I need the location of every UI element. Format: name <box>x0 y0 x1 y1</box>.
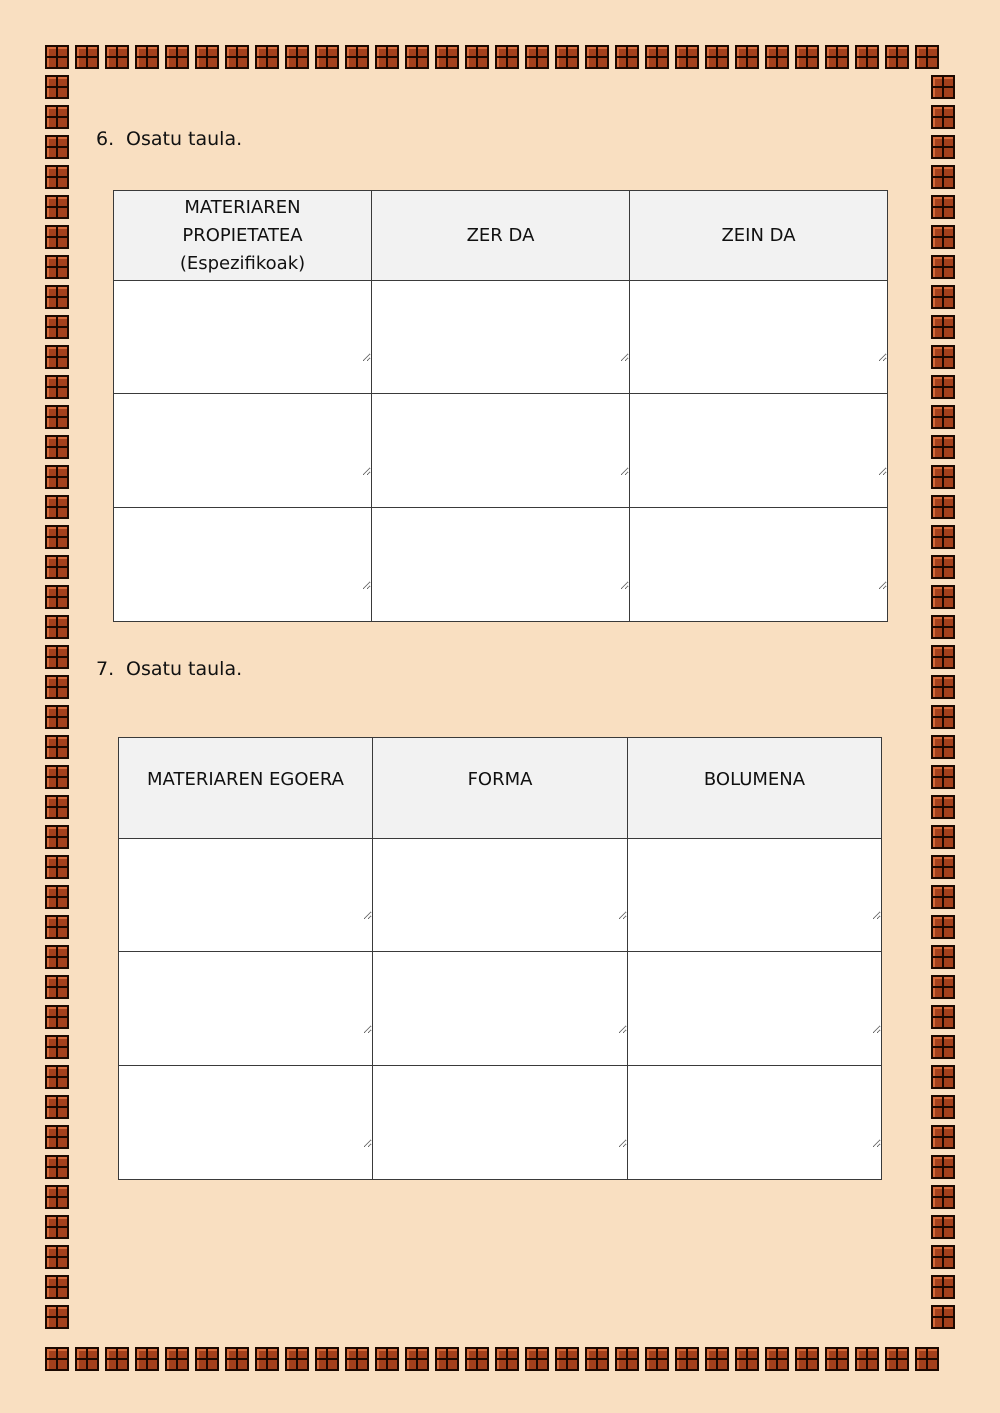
brick-box-icon <box>525 45 549 69</box>
brick-box-icon <box>931 1185 955 1209</box>
answer-cell[interactable] <box>373 952 628 1066</box>
brick-box-icon <box>585 1347 609 1371</box>
header-zein-da: ZEIN DA <box>630 191 888 281</box>
brick-box-icon <box>195 45 219 69</box>
decorative-border-top <box>42 42 942 72</box>
answer-cell[interactable] <box>114 281 372 394</box>
brick-box-icon <box>765 45 789 69</box>
brick-box-icon <box>45 765 69 789</box>
brick-box-icon <box>255 1347 279 1371</box>
brick-box-icon <box>931 1065 955 1089</box>
brick-box-icon <box>45 1185 69 1209</box>
header-line: PROPIETATEA <box>182 224 303 246</box>
brick-box-icon <box>885 45 909 69</box>
brick-box-icon <box>931 165 955 189</box>
brick-box-icon <box>45 1095 69 1119</box>
brick-box-icon <box>45 1275 69 1299</box>
answer-input[interactable] <box>372 426 629 476</box>
brick-box-icon <box>375 45 399 69</box>
brick-box-icon <box>45 1155 69 1179</box>
brick-box-icon <box>135 1347 159 1371</box>
answer-input[interactable] <box>372 312 629 362</box>
brick-box-icon <box>705 45 729 69</box>
brick-box-icon <box>45 375 69 399</box>
brick-box-icon <box>45 705 69 729</box>
answer-input[interactable] <box>630 540 887 590</box>
brick-box-icon <box>45 735 69 759</box>
properties-table <box>113 190 888 622</box>
brick-box-icon <box>45 825 69 849</box>
brick-box-icon <box>105 1347 129 1371</box>
brick-box-icon <box>931 855 955 879</box>
brick-box-icon <box>45 945 69 969</box>
brick-box-icon <box>931 915 955 939</box>
brick-box-icon <box>45 135 69 159</box>
header-line: MATERIAREN <box>184 196 301 218</box>
brick-box-icon <box>765 1347 789 1371</box>
brick-box-icon <box>45 225 69 249</box>
brick-box-icon <box>135 45 159 69</box>
brick-box-icon <box>345 1347 369 1371</box>
brick-box-icon <box>931 1035 955 1059</box>
answer-cell[interactable] <box>373 1066 628 1180</box>
brick-box-icon <box>195 1347 219 1371</box>
brick-box-icon <box>795 1347 819 1371</box>
brick-box-icon <box>931 1275 955 1299</box>
brick-box-icon <box>931 825 955 849</box>
brick-box-icon <box>45 165 69 189</box>
brick-box-icon <box>45 495 69 519</box>
brick-box-icon <box>45 585 69 609</box>
brick-box-icon <box>45 315 69 339</box>
table-row <box>119 1066 882 1180</box>
header-materiaren-egoera: MATERIAREN EGOERA <box>119 738 373 839</box>
brick-box-icon <box>555 1347 579 1371</box>
brick-box-icon <box>555 45 579 69</box>
answer-input[interactable] <box>114 426 371 476</box>
brick-box-icon <box>645 1347 669 1371</box>
brick-box-icon <box>931 405 955 429</box>
answer-cell[interactable] <box>628 1066 882 1180</box>
brick-box-icon <box>45 885 69 909</box>
answer-cell[interactable] <box>630 508 888 622</box>
brick-box-icon <box>855 1347 879 1371</box>
answer-input[interactable] <box>373 1098 627 1148</box>
brick-box-icon <box>931 555 955 579</box>
answer-input[interactable] <box>628 870 881 920</box>
table-row <box>114 281 888 394</box>
answer-input[interactable] <box>628 984 881 1034</box>
brick-box-icon <box>285 1347 309 1371</box>
answer-input[interactable] <box>119 1098 372 1148</box>
answer-input[interactable] <box>630 312 887 362</box>
brick-box-icon <box>931 135 955 159</box>
question-6-heading <box>96 128 242 150</box>
brick-box-icon <box>931 675 955 699</box>
answer-cell[interactable] <box>373 839 628 952</box>
question-7-text: Osatu taula. <box>126 658 243 680</box>
question-6-text: Osatu taula. <box>126 128 243 150</box>
answer-cell[interactable] <box>119 952 373 1066</box>
brick-box-icon <box>931 225 955 249</box>
answer-input[interactable] <box>114 312 371 362</box>
brick-box-icon <box>225 1347 249 1371</box>
brick-box-icon <box>931 1095 955 1119</box>
brick-box-icon <box>931 735 955 759</box>
brick-box-icon <box>165 1347 189 1371</box>
decorative-border-left <box>42 72 72 1332</box>
brick-box-icon <box>931 765 955 789</box>
brick-box-icon <box>931 1305 955 1329</box>
brick-box-icon <box>45 1125 69 1149</box>
header-bolumena: BOLUMENA <box>628 738 882 839</box>
brick-box-icon <box>45 1215 69 1239</box>
answer-cell[interactable] <box>372 394 630 508</box>
brick-box-icon <box>495 1347 519 1371</box>
brick-box-icon <box>615 45 639 69</box>
brick-box-icon <box>45 615 69 639</box>
brick-box-icon <box>45 405 69 429</box>
brick-box-icon <box>465 45 489 69</box>
brick-box-icon <box>931 255 955 279</box>
brick-box-icon <box>405 45 429 69</box>
brick-box-icon <box>45 285 69 309</box>
brick-box-icon <box>705 1347 729 1371</box>
brick-box-icon <box>931 375 955 399</box>
brick-box-icon <box>931 285 955 309</box>
question-7-heading <box>96 658 242 680</box>
brick-box-icon <box>915 45 939 69</box>
brick-box-icon <box>931 885 955 909</box>
answer-cell[interactable] <box>630 394 888 508</box>
brick-box-icon <box>931 315 955 339</box>
answer-cell[interactable] <box>114 508 372 622</box>
brick-box-icon <box>45 975 69 999</box>
answer-cell[interactable] <box>372 281 630 394</box>
answer-cell[interactable] <box>114 394 372 508</box>
brick-box-icon <box>45 525 69 549</box>
answer-cell[interactable] <box>630 281 888 394</box>
brick-box-icon <box>285 45 309 69</box>
brick-box-icon <box>435 45 459 69</box>
brick-box-icon <box>45 255 69 279</box>
answer-cell[interactable] <box>119 839 373 952</box>
states-table <box>118 737 882 1180</box>
brick-box-icon <box>345 45 369 69</box>
brick-box-icon <box>165 45 189 69</box>
brick-box-icon <box>885 1347 909 1371</box>
brick-box-icon <box>45 345 69 369</box>
answer-cell[interactable] <box>119 1066 373 1180</box>
brick-box-icon <box>75 45 99 69</box>
brick-box-icon <box>465 1347 489 1371</box>
answer-input[interactable] <box>119 870 372 920</box>
answer-input[interactable] <box>372 540 629 590</box>
brick-box-icon <box>915 1347 939 1371</box>
decorative-border-bottom <box>42 1344 942 1374</box>
brick-box-icon <box>931 465 955 489</box>
brick-box-icon <box>931 795 955 819</box>
brick-box-icon <box>735 45 759 69</box>
brick-box-icon <box>45 1005 69 1029</box>
brick-box-icon <box>931 945 955 969</box>
header-line: (Espezifikoak) <box>179 252 306 274</box>
brick-box-icon <box>525 1347 549 1371</box>
answer-input[interactable] <box>628 1098 881 1148</box>
brick-box-icon <box>675 1347 699 1371</box>
brick-box-icon <box>315 1347 339 1371</box>
question-6-number: 6. <box>96 128 115 150</box>
brick-box-icon <box>931 1155 955 1179</box>
brick-box-icon <box>931 525 955 549</box>
brick-box-icon <box>45 645 69 669</box>
brick-box-icon <box>45 915 69 939</box>
brick-box-icon <box>375 1347 399 1371</box>
table-header-row <box>119 738 882 839</box>
table-row <box>114 508 888 622</box>
brick-box-icon <box>585 45 609 69</box>
answer-input[interactable] <box>114 540 371 590</box>
brick-box-icon <box>45 1065 69 1089</box>
brick-box-icon <box>45 795 69 819</box>
brick-box-icon <box>45 855 69 879</box>
brick-box-icon <box>45 1245 69 1269</box>
brick-box-icon <box>931 195 955 219</box>
brick-box-icon <box>825 45 849 69</box>
brick-box-icon <box>105 45 129 69</box>
header-forma: FORMA <box>373 738 628 839</box>
brick-box-icon <box>315 45 339 69</box>
brick-box-icon <box>45 195 69 219</box>
brick-box-icon <box>735 1347 759 1371</box>
brick-box-icon <box>931 1215 955 1239</box>
answer-input[interactable] <box>373 984 627 1034</box>
answer-input[interactable] <box>373 870 627 920</box>
brick-box-icon <box>675 45 699 69</box>
table-row <box>119 839 882 952</box>
brick-box-icon <box>405 1347 429 1371</box>
answer-input[interactable] <box>119 984 372 1034</box>
brick-box-icon <box>931 75 955 99</box>
brick-box-icon <box>931 585 955 609</box>
brick-box-icon <box>45 465 69 489</box>
brick-box-icon <box>931 705 955 729</box>
brick-box-icon <box>45 435 69 459</box>
answer-input[interactable] <box>630 426 887 476</box>
brick-box-icon <box>75 1347 99 1371</box>
answer-cell[interactable] <box>628 952 882 1066</box>
brick-box-icon <box>825 1347 849 1371</box>
brick-box-icon <box>931 1125 955 1149</box>
brick-box-icon <box>45 675 69 699</box>
question-7-number: 7. <box>96 658 115 680</box>
brick-box-icon <box>225 45 249 69</box>
brick-box-icon <box>931 345 955 369</box>
brick-box-icon <box>931 1005 955 1029</box>
answer-cell[interactable] <box>628 839 882 952</box>
brick-box-icon <box>931 435 955 459</box>
brick-box-icon <box>255 45 279 69</box>
table-row <box>114 394 888 508</box>
brick-box-icon <box>45 105 69 129</box>
brick-box-icon <box>45 1035 69 1059</box>
brick-box-icon <box>615 1347 639 1371</box>
answer-cell[interactable] <box>372 508 630 622</box>
brick-box-icon <box>931 105 955 129</box>
brick-box-icon <box>931 975 955 999</box>
table-header-row <box>114 191 888 281</box>
brick-box-icon <box>45 45 69 69</box>
brick-box-icon <box>931 645 955 669</box>
brick-box-icon <box>45 1347 69 1371</box>
brick-box-icon <box>795 45 819 69</box>
brick-box-icon <box>931 495 955 519</box>
brick-box-icon <box>435 1347 459 1371</box>
decorative-border-right <box>928 72 958 1332</box>
table-row <box>119 952 882 1066</box>
header-zer-da: ZER DA <box>372 191 630 281</box>
brick-box-icon <box>931 615 955 639</box>
brick-box-icon <box>855 45 879 69</box>
brick-box-icon <box>45 75 69 99</box>
brick-box-icon <box>495 45 519 69</box>
brick-box-icon <box>45 555 69 579</box>
header-materiaren-propietatea <box>114 191 372 281</box>
brick-box-icon <box>645 45 669 69</box>
brick-box-icon <box>931 1245 955 1269</box>
brick-box-icon <box>45 1305 69 1329</box>
